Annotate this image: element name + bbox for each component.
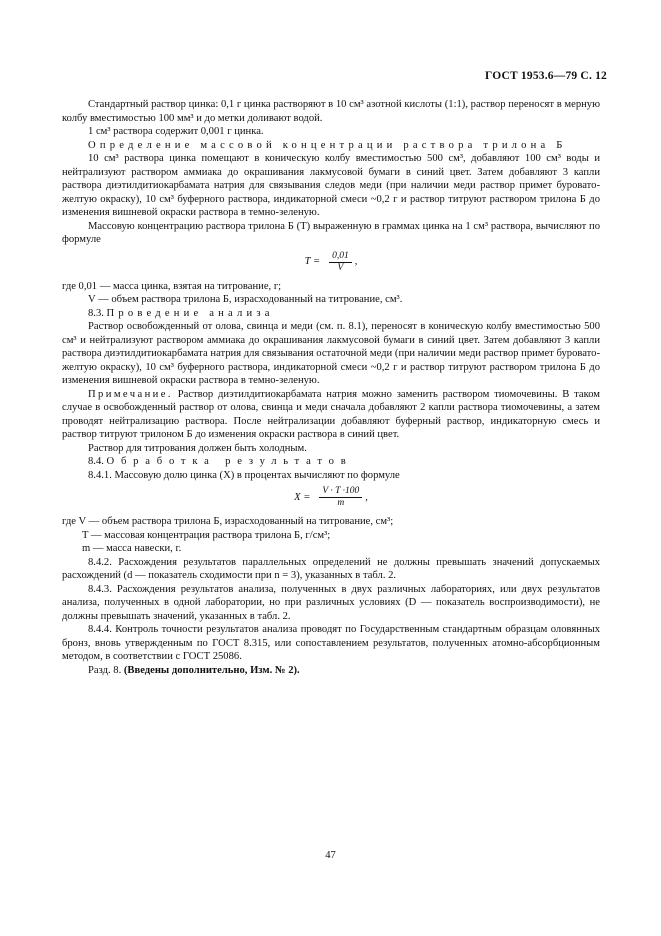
formula-denominator: m	[337, 498, 345, 508]
page-header: ГОСТ 1953.6—79 С. 12	[484, 70, 607, 82]
section-title-analysis	[62, 307, 600, 321]
formula-numerator: 0,01	[329, 251, 352, 263]
paragraph-843: 8.4.3. Расхождения результатов анализа, полученных в двух различных лабораториях, или двух результатов анализа, полученных в одной лаборатории, но при различных условиях (D — показатель воспроизводимости), не должны превышать значений, указанных в табл. 2.	[62, 583, 600, 622]
formula-numerator: V · T ·100	[319, 486, 362, 498]
formula-trilon-concentration	[62, 251, 600, 274]
formula-lhs: T =	[304, 256, 321, 268]
paragraph-where-concentration: T — массовая концентрация раствора трилона Б, г/см³;	[82, 529, 331, 541]
note-body: Раствор диэтилдитиокарбамата натрия можно заменить раствором тиомочевины. В таком случае в освобожденный раствор от олова, свинца и меди сначала добавляют 2 капли раствора тиомочевины, а затем проводят нейтрализацию раствора. После нейтрализации добавляют буферный раствор, индикаторную смесь и раствор титруют трилоном Б до изменения окраски раствора в синий цвет.	[62, 388, 600, 440]
formula-denominator: V	[337, 262, 344, 273]
formula-tail: ,	[365, 491, 368, 503]
paragraph-where-volume-2: где V — объем раствора трилона Б, израсходованный на титрование, см³;	[62, 516, 394, 527]
paragraph-note	[62, 388, 600, 442]
amendment-note: (Введены дополнительно, Изм. № 2).	[123, 664, 300, 676]
paragraph-zinc-content: 1 см³ раствора содержит 0,001 г цинка.	[88, 126, 264, 137]
note-label: Примечание.	[88, 388, 173, 400]
section-title: Обработка результатов	[106, 456, 353, 467]
paragraph-zinc-fraction-formula-intro: 8.4.1. Массовую долю цинка (X) в процентах вычисляют по формуле	[88, 469, 400, 481]
formula-fraction	[329, 251, 352, 274]
paragraph-844: 8.4.4. Контроль точности результатов анализа проводят по Государственным стандартным образцам оловянных бронз, вновь утвержденным по ГОСТ 8.315, или сопоставлением результатов, полученных атомно-абсорбционным методом, в соответствии с ГОСТ 25086.	[62, 624, 600, 662]
paragraph-cold-solution: Раствор для титрования должен быть холодным.	[88, 442, 307, 454]
paragraph-amendment	[62, 664, 600, 678]
section-title-results	[62, 455, 600, 469]
section-number: 8.3.	[88, 307, 104, 319]
section-title: Проведение анализа	[106, 307, 274, 319]
section-number: 8.4.	[88, 456, 104, 467]
paragraph-where-mass: где 0,01 — масса цинка, взятая на титрование, г;	[62, 280, 282, 292]
page-number: 47	[325, 850, 336, 861]
paragraph-where-mass-2: m — масса навески, г.	[82, 543, 182, 554]
section-title-trilon-concentration: Определение массовой концентрации раствора трилона Б	[88, 139, 567, 151]
paragraph-standard-zinc-solution: Стандартный раствор цинка: 0,1 г цинка растворяют в 10 см³ азотной кислоты (1:1), раствор переносят в мерную колбу вместимостью 100 мм³ и до метки доливают водой.	[62, 99, 600, 124]
formula-fraction	[319, 486, 362, 509]
paragraph-where-volume: V — объем раствора трилона Б, израсходованный на титрование, см³.	[88, 294, 403, 305]
formula-zinc-fraction	[62, 486, 600, 509]
page-body	[62, 98, 600, 677]
paragraph-trilon-formula-intro: Массовую концентрацию раствора трилона Б (Т) выраженную в граммах цинка на 1 см³ раствора, вычисляют по формуле	[62, 220, 600, 245]
paragraph-analysis-procedure: Раствор освобожденный от олова, свинца и меди (см. п. 8.1), переносят в коническую колбу вместимостью 500 см³ и нейтрализуют раствором аммиака до окрашивания лакмусовой бумаги в синий цвет. Затем добавляют 3 капли раствора диэтилдитиокарбамата натрия для связывания остаточной меди (при наличии меди раствор примет буровато-желтую окраску), 10 см³ буферного раствора, индикаторной смеси ~0,2 г и раствор титруют раствором трилона Б до изменения вишневой окраски раствора в темно-зеленую.	[62, 321, 600, 386]
formula-lhs: X =	[294, 491, 311, 503]
amendment-prefix: Разд. 8.	[88, 664, 122, 676]
paragraph-842: 8.4.2. Расхождения результатов параллельных определений не должны превышать значений допускаемых расхождений (d — показатель сходимости при n = 3), указанных в табл. 2.	[62, 556, 600, 581]
paragraph-trilon-procedure: 10 см³ раствора цинка помещают в коническую колбу вместимостью 500 см³, добавляют 100 см³ воды и нейтрализуют раствором аммиака до окрашивания лакмусовой бумаги в синий цвет. Затем добавляют 3 капли раствора диэтилдитиокарбамата натрия для связывания следов меди (при наличии меди раствор примет буровато-желтую окраску), 10 см³ буферного раствора, индикаторной смеси ~0,2 г и раствор титруют раствором трилона Б до изменения вишневой окраски раствора в темно-зеленую.	[62, 153, 600, 218]
formula-tail: ,	[354, 256, 358, 268]
